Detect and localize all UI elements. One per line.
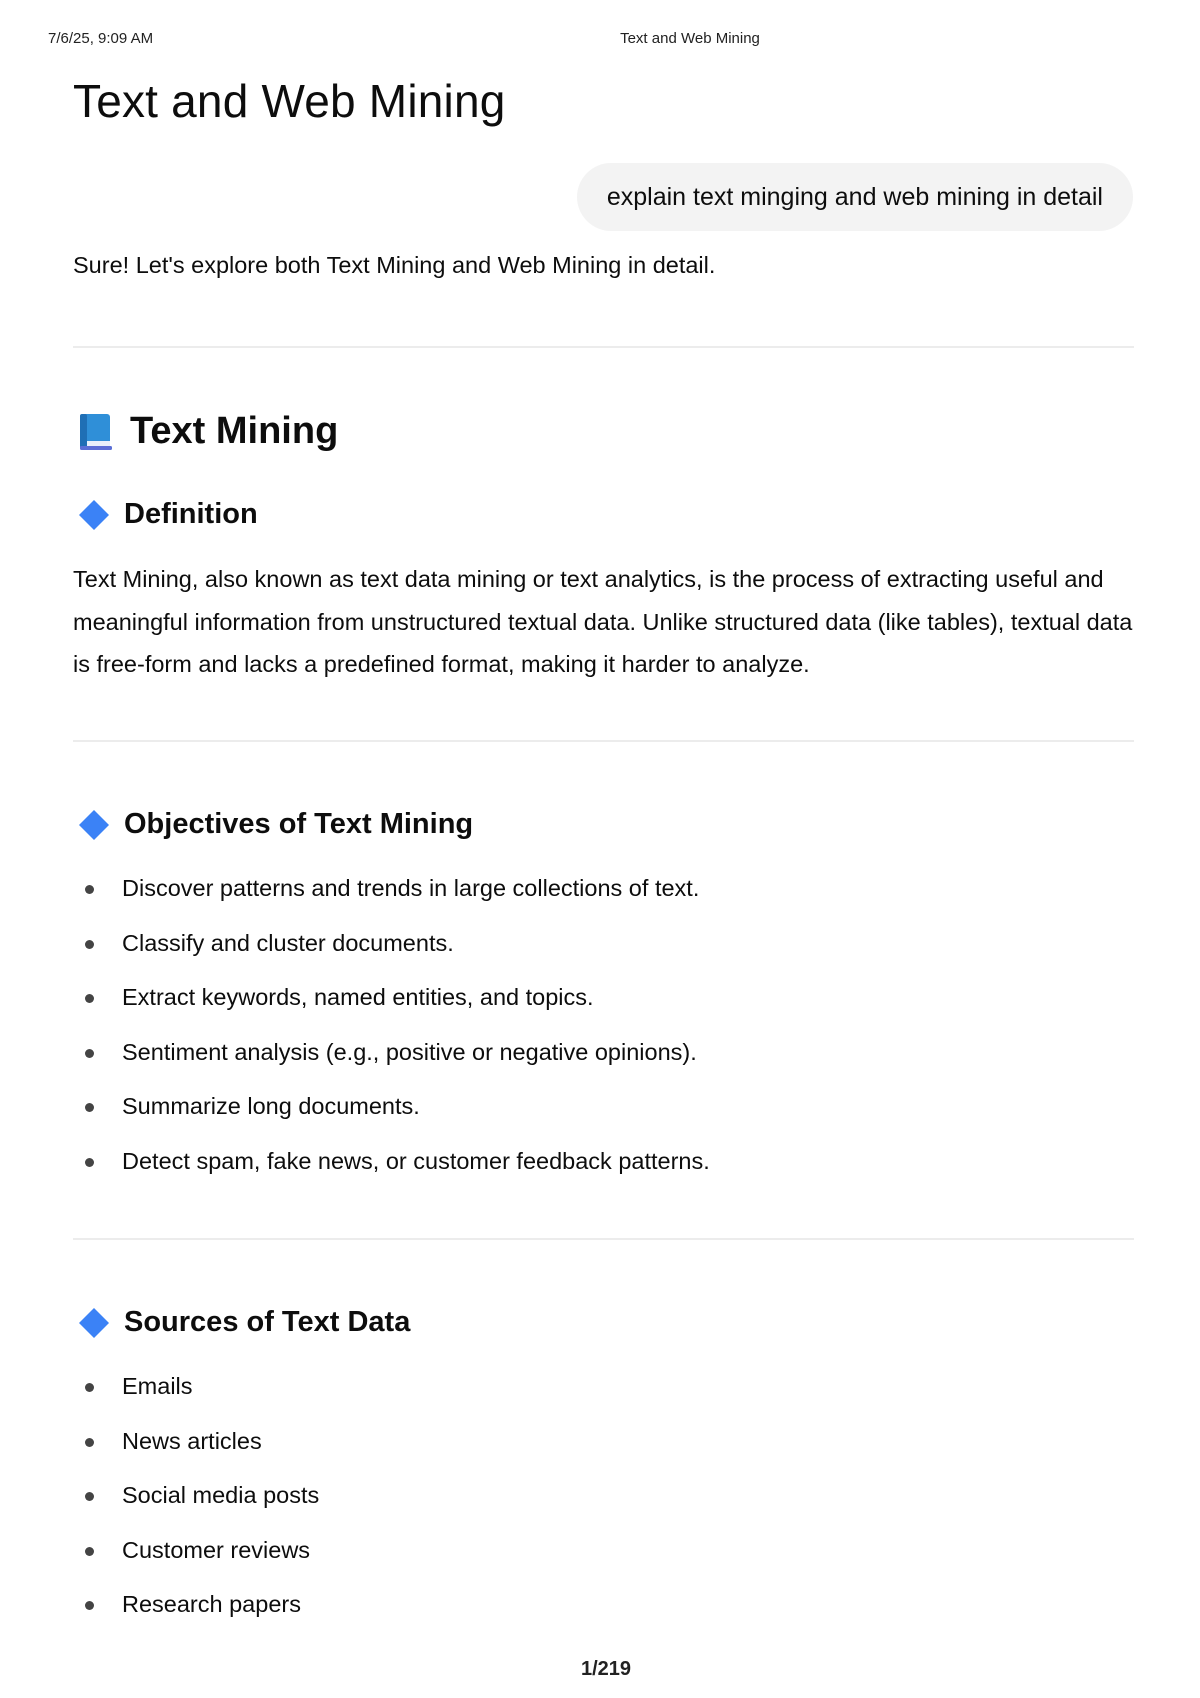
- divider: [73, 346, 1134, 348]
- list-item: [73, 979, 710, 1034]
- subheading-objectives: [78, 808, 473, 841]
- list-item: [73, 1143, 710, 1198]
- list-item: [73, 1423, 319, 1478]
- list-item: [73, 1477, 319, 1532]
- list-item-text: Research papers: [122, 1591, 301, 1617]
- subheading-label: Objectives of Text Mining: [124, 808, 474, 840]
- subheading-label: Sources of Text Data: [124, 1306, 411, 1338]
- list-item: [73, 1532, 319, 1587]
- bullet-dot: [85, 1383, 94, 1392]
- page-title: Text and Web Mining: [73, 75, 506, 127]
- divider: [73, 1238, 1134, 1240]
- user-message-bubble: [577, 163, 1133, 231]
- print-header: [0, 28, 1200, 52]
- bullet-dot: [85, 1601, 94, 1610]
- divider: [73, 740, 1134, 742]
- list-item-text: Detect spam, fake news, or customer feedback patterns.: [122, 1147, 710, 1174]
- bullet-dot: [85, 1492, 94, 1501]
- blue-diamond-icon: [78, 809, 110, 841]
- list-item-text: Discover patterns and trends in large collections of text.: [122, 875, 700, 901]
- subheading-label: Definition: [124, 498, 258, 530]
- list-item-text: Summarize long documents.: [122, 1093, 420, 1119]
- page-number: 1/219: [580, 1658, 632, 1680]
- bullet-dot: [85, 940, 94, 949]
- intro-text: Sure! Let's explore both Text Mining and Web Mining in detail.: [73, 252, 716, 278]
- bullet-dot: [85, 885, 94, 894]
- list-item-text: Customer reviews: [122, 1536, 311, 1563]
- bullet-dot: [85, 1049, 94, 1058]
- list-item: [73, 870, 710, 925]
- blue-diamond-icon: [78, 499, 110, 531]
- bullet-dot: [85, 1438, 94, 1447]
- list-item-text: Sentiment analysis (e.g., positive or negative opinions).: [122, 1038, 697, 1065]
- objectives-list: [73, 870, 710, 1197]
- sources-list: [73, 1368, 319, 1641]
- list-item-text: Emails: [122, 1373, 193, 1399]
- definition-paragraph: Text Mining, also known as text data mining or text analytics, is the process of extracting useful and meaningful information from unstructured textual data. Unlike structured data (like tables), textual data is free-form and lacks a predefined format, making it harder to analyze.: [73, 566, 1133, 677]
- section-heading-label: Text Mining: [130, 410, 339, 452]
- list-item: [73, 1368, 319, 1423]
- bullet-dot: [85, 1158, 94, 1167]
- section-heading-text-mining: [78, 410, 338, 453]
- list-item: [73, 1034, 710, 1089]
- bullet-dot: [85, 994, 94, 1003]
- list-item: [73, 925, 710, 980]
- list-item-text: Extract keywords, named entities, and topics.: [122, 984, 594, 1010]
- user-message-text: explain text minging and web mining in detail: [606, 182, 1103, 211]
- subheading-sources: [78, 1306, 410, 1339]
- subheading-definition: [78, 498, 258, 531]
- list-item-text: News articles: [122, 1427, 262, 1454]
- bullet-dot: [85, 1547, 94, 1556]
- print-doc-title: Text and Web Mining: [620, 30, 760, 47]
- list-item: [73, 1088, 710, 1143]
- print-datetime: 7/6/25, 9:09 AM: [48, 30, 154, 47]
- list-item-text: Classify and cluster documents.: [122, 929, 454, 956]
- blue-diamond-icon: [78, 1307, 110, 1339]
- bullet-dot: [85, 1103, 94, 1112]
- list-item-text: Social media posts: [122, 1482, 320, 1508]
- blue-book-icon: [78, 413, 114, 451]
- list-item: [73, 1586, 319, 1641]
